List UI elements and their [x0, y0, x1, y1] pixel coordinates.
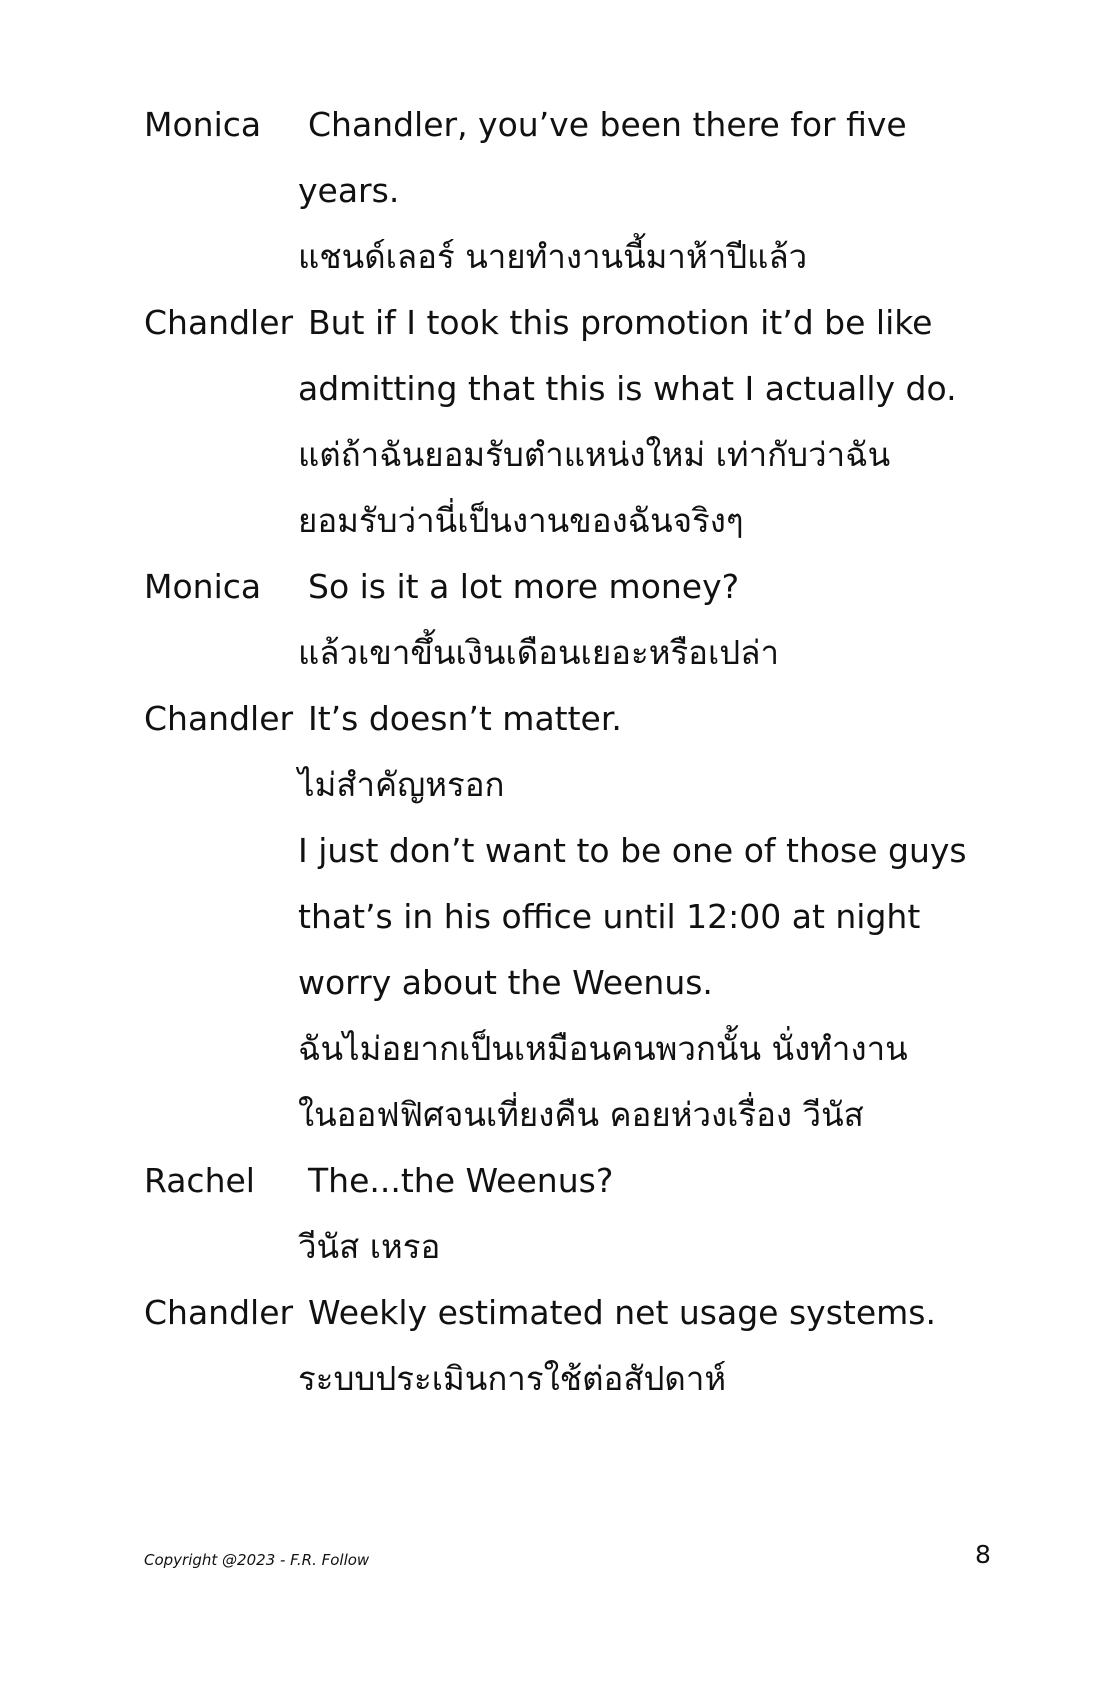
dialogue-lines [298, 92, 984, 290]
dialogue-block [144, 290, 984, 554]
page-number: 8 [975, 1540, 991, 1569]
dialogue-line: I just don’t want to be one of those guys [298, 831, 967, 870]
dialogue-line-thai: วีนัส เหรอ [298, 1227, 441, 1266]
dialogue-line-thai: ในออฟฟิศจนเที่ยงคืน คอยห่วงเรื่อง วีนัส [298, 1095, 864, 1134]
dialogue-block [144, 554, 984, 686]
dialogue-line-thai: ยอมรับว่านี่เป็นงานของฉันจริงๆ [298, 501, 744, 540]
dialogue-line: It’s doesn’t matter. [308, 699, 622, 738]
dialogue-block [144, 92, 984, 290]
dialogue-line: The...the Weenus? [308, 1161, 614, 1200]
dialogue-line-thai: ไม่สำคัญหรอก [298, 765, 505, 804]
speaker-name: Monica [144, 105, 262, 144]
dialogue-line: Weekly estimated net usage systems. [308, 1293, 936, 1332]
dialogue-lines [298, 686, 984, 1148]
copyright-notice: Copyright @2023 - F.R. Follow [144, 1551, 370, 1569]
dialogue-lines [298, 554, 984, 686]
dialogue-line-thai: แล้วเขาขึ้นเงินเดือนเยอะหรือเปล่า [298, 633, 779, 672]
speaker-name: Chandler [144, 1293, 294, 1332]
speaker-name: Monica [144, 567, 262, 606]
dialogue-block [144, 686, 984, 1148]
dialogue-lines [298, 1148, 984, 1280]
speaker-name: Chandler [144, 303, 294, 342]
dialogue-line-thai: ฉันไม่อยากเป็นเหมือนคนพวกนั้น นั่งทำงาน [298, 1029, 908, 1068]
dialogue-line: But if I took this promotion it’d be like [308, 303, 933, 342]
dialogue-block [144, 1280, 984, 1412]
script-dialogue [144, 92, 984, 1412]
dialogue-line: worry about the Weenus. [298, 963, 713, 1002]
dialogue-lines [298, 290, 984, 554]
dialogue-block [144, 1148, 984, 1280]
speaker-name: Rachel [144, 1161, 255, 1200]
dialogue-line: that’s in his office until 12:00 at night [298, 897, 921, 936]
dialogue-lines [298, 1280, 984, 1412]
dialogue-line: So is it a lot more money? [308, 567, 740, 606]
dialogue-line: years. [298, 171, 400, 210]
dialogue-line: admitting that this is what I actually do. [298, 369, 957, 408]
speaker-name: Chandler [144, 699, 294, 738]
dialogue-line-thai: ระบบประเมินการใช้ต่อสัปดาห์ [298, 1359, 727, 1398]
dialogue-line: Chandler, you’ve been there for five [308, 105, 907, 144]
dialogue-line-thai: แต่ถ้าฉันยอมรับตำแหน่งใหม่ เท่ากับว่าฉัน [298, 435, 891, 474]
dialogue-line-thai: แชนด์เลอร์ นายทำงานนี้มาห้าปีแล้ว [298, 237, 808, 276]
